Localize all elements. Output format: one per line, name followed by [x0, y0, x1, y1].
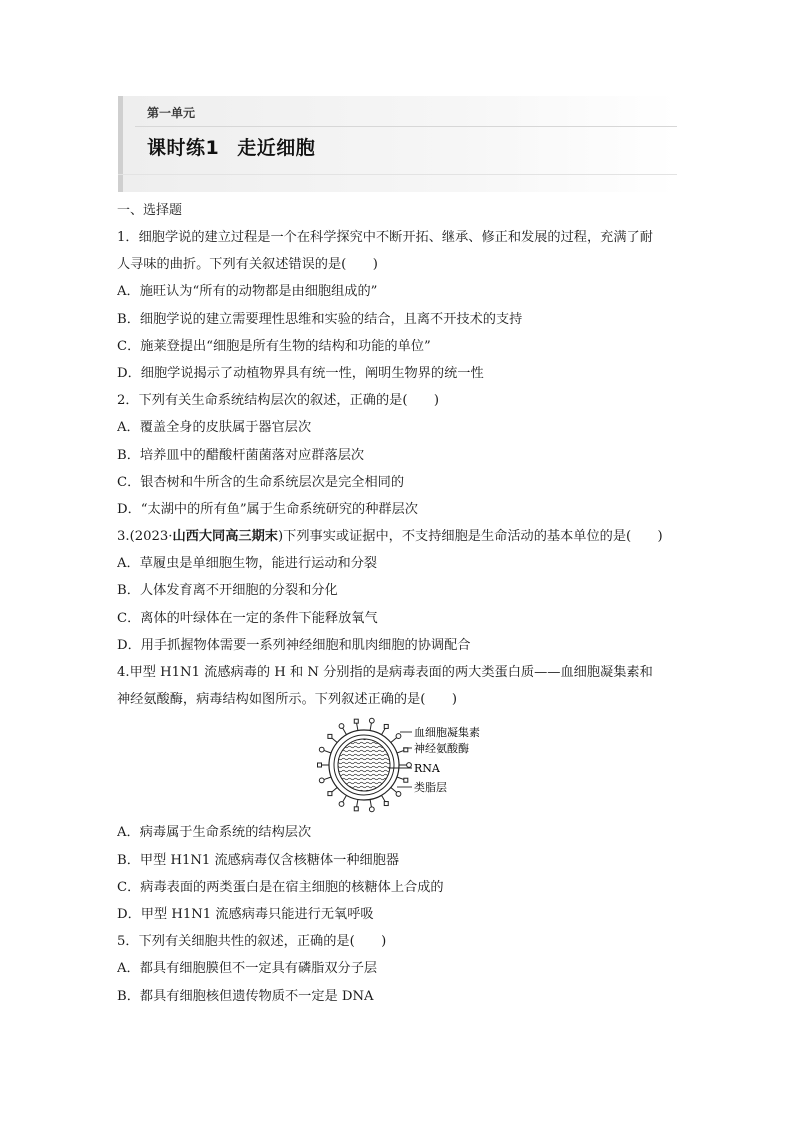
- neuraminidase-spike: [396, 792, 401, 797]
- neuraminidase-spike: [339, 724, 344, 729]
- worksheet-content: [117, 197, 680, 1010]
- option-d: D．“太湖中的所有鱼”属于生命系统研究的种群层次: [117, 501, 418, 517]
- spike-stalk: [357, 800, 358, 808]
- neuraminidase-spike: [407, 763, 412, 768]
- option-a: A．覆盖全身的皮肤属于器官层次: [117, 420, 312, 436]
- option-a: A．施旺认为“所有的动物都是由细胞组成的”: [117, 284, 378, 300]
- spike-stalk: [370, 800, 371, 808]
- header-accent-bar: [118, 96, 123, 192]
- unit-label: 第一单元: [147, 106, 196, 120]
- question-source: 山西大同高三期末: [172, 529, 278, 545]
- option-b: B．都具有细胞核但遗传物质不一定是 DNA: [117, 988, 374, 1004]
- label-neuraminidase: 神经氨酸酶: [414, 742, 469, 756]
- rna-core: [338, 739, 390, 791]
- option-b: B．甲型 H1N1 流感病毒仅含核糖体一种细胞器: [117, 852, 400, 868]
- spike-stalk: [370, 723, 371, 731]
- option-d: D．细胞学说揭示了动植物界具有统一性，阐明生物界的统一性: [117, 365, 484, 381]
- spike-stalk: [343, 728, 347, 735]
- spike-stalk: [397, 751, 405, 754]
- question-stem-line: 1．细胞学说的建立过程是一个在科学探究中不断开拓、继承、修正和发展的过程，充满了耐: [117, 230, 653, 245]
- hemagglutinin-spike: [384, 725, 388, 729]
- hemagglutinin-spike: [328, 792, 332, 796]
- label-lipid-layer: 类脂层: [414, 781, 447, 795]
- option-b: B．人体发育离不开细胞的分裂和分化: [117, 583, 338, 599]
- label-rna: RNA: [414, 762, 440, 776]
- hemagglutinin-spike: [354, 720, 358, 724]
- option-a: A．病毒属于生命系统的结构层次: [117, 825, 312, 841]
- spike-stalk: [324, 777, 332, 780]
- hemagglutinin-spike: [404, 779, 408, 783]
- option-c: C．离体的叶绿体在一定的条件下能释放氧气: [117, 610, 378, 626]
- question-stem-text: )下列事实或证据中，不支持细胞是生命活动的基本单位的是( ): [277, 529, 663, 545]
- question-stem-line: 神经氨酸酶，病毒结构如图所示。下列叙述正确的是( ): [117, 692, 457, 708]
- question-5: [117, 928, 680, 1010]
- neuraminidase-spike: [396, 734, 401, 739]
- hemagglutinin-spike: [354, 807, 358, 811]
- hemagglutinin-spike: [328, 735, 332, 739]
- option-a: A．都具有细胞膜但不一定具有磷脂双分子层: [117, 961, 378, 977]
- option-b: B．培养皿中的醋酸杆菌菌落对应群落层次: [117, 447, 365, 463]
- spike-stalk: [391, 788, 397, 793]
- header-bottom-divider: [118, 174, 677, 175]
- question-stem-line: [117, 523, 680, 550]
- option-c: C．病毒表面的两类蛋白是在宿主细胞的核糖体上合成的: [117, 879, 444, 895]
- section-title: 一、选择题: [117, 203, 183, 218]
- option-c: C．银杏树和牛所含的生命系统层次是完全相同的: [117, 474, 405, 490]
- option-b: B．细胞学说的建立需要理性思维和实验的结合，且离不开技术的支持: [117, 311, 523, 327]
- lesson-number: 课时练1: [147, 137, 220, 159]
- spike-stalk: [391, 738, 397, 743]
- question-number: 3.(2023·: [117, 529, 173, 545]
- hemagglutinin-spike: [384, 802, 388, 806]
- header-divider: [135, 126, 677, 127]
- lesson-name: 走近细胞: [237, 137, 316, 159]
- lesson-title: [147, 133, 315, 160]
- spike-stalk: [357, 723, 358, 731]
- option-d: D．用手抓握物体需要一系列神经细胞和肌肉细胞的协调配合: [117, 637, 471, 653]
- question-4: [117, 659, 680, 928]
- neuraminidase-spike: [369, 719, 374, 724]
- question-3: [117, 523, 680, 659]
- neuraminidase-spike: [319, 748, 324, 753]
- neuraminidase-spike: [339, 802, 344, 807]
- spike-stalk: [397, 777, 405, 780]
- question-stem-line: 5．下列有关细胞共性的叙述，正确的是( ): [117, 934, 387, 950]
- option-d: D．甲型 H1N1 流感病毒只能进行无氧呼吸: [117, 906, 374, 922]
- neuraminidase-spike: [369, 807, 374, 812]
- option-a: A．草履虫是单细胞生物，能进行运动和分裂: [117, 556, 378, 572]
- option-c: C．施莱登提出“细胞是所有生物的结构和功能的单位”: [117, 338, 431, 354]
- question-2: [117, 387, 680, 523]
- spike-stalk: [343, 796, 347, 803]
- virus-structure-figure: [117, 717, 680, 813]
- virus-diagram: [312, 717, 492, 813]
- spike-stalk: [324, 751, 332, 754]
- question-1: [117, 224, 680, 387]
- question-stem-line: 人寻味的曲折。下列有关叙述错误的是( ): [117, 257, 378, 273]
- hemagglutinin-spike: [318, 763, 322, 767]
- question-stem-line: 2．下列有关生命系统结构层次的叙述，正确的是( ): [117, 393, 439, 409]
- question-stem-line: 4.甲型 H1N1 流感病毒的 H 和 N 分别指的是病毒表面的两大类蛋白质——血细胞凝集素和: [117, 665, 653, 680]
- label-hemagglutinin: 血细胞凝集素: [414, 726, 480, 740]
- neuraminidase-spike: [319, 778, 324, 783]
